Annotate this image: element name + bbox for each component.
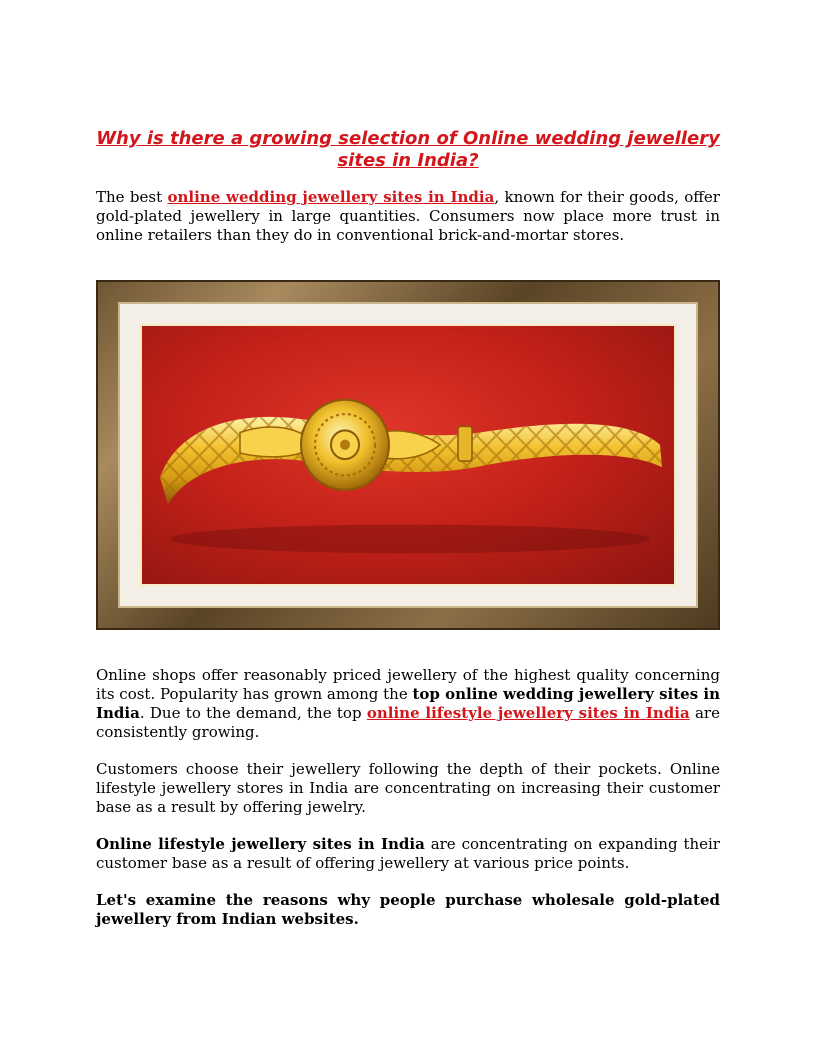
- paragraph-2: [96, 666, 720, 742]
- wedding-jewellery-link[interactable]: online wedding jewellery sites in India: [167, 188, 495, 206]
- lifestyle-jewellery-link[interactable]: online lifestyle jewellery sites in India: [366, 704, 690, 722]
- intro-paragraph: [96, 188, 720, 245]
- image-frame: [96, 280, 720, 630]
- paragraph-5: Let's examine the reasons why people purchase wholesale gold-plated jewellery from Indian websites.: [96, 891, 720, 928]
- gold-bangle-icon: [140, 324, 676, 586]
- paragraph-3: Customers choose their jewellery following the depth of their pockets. Online lifestyle jewellery stores in India are concentrating on increasing their customer base as a result by offering jewelry.: [96, 760, 720, 816]
- paragraph-4: [96, 835, 720, 873]
- para2-part1: Online shops offer reasonably priced jewellery of the highest quality concerning its cost. Popularity has grown among the: [96, 666, 720, 703]
- intro-post: , known for their goods, offer gold-plated jewellery in large quantities. Consumers now place more trust in online retailers than they do in conventional brick-and-mortar stores.: [96, 188, 720, 244]
- intro-pre: The best: [96, 188, 168, 206]
- para2-part3: are consistently growing.: [96, 704, 720, 741]
- para4-rest: are concentrating on expanding their customer base as a result of offering jewellery at various price points.: [96, 835, 720, 872]
- para2-bold: top online wedding jewellery sites in India: [96, 685, 720, 722]
- para4-bold: Online lifestyle jewellery sites in India: [96, 835, 425, 853]
- para2-part2: . Due to the demand, the top: [139, 704, 367, 722]
- page-title: Why is there a growing selection of Online wedding jewellery sites in India?: [96, 128, 720, 171]
- gold-bangle-image: [140, 324, 676, 586]
- image-mat: [118, 302, 698, 608]
